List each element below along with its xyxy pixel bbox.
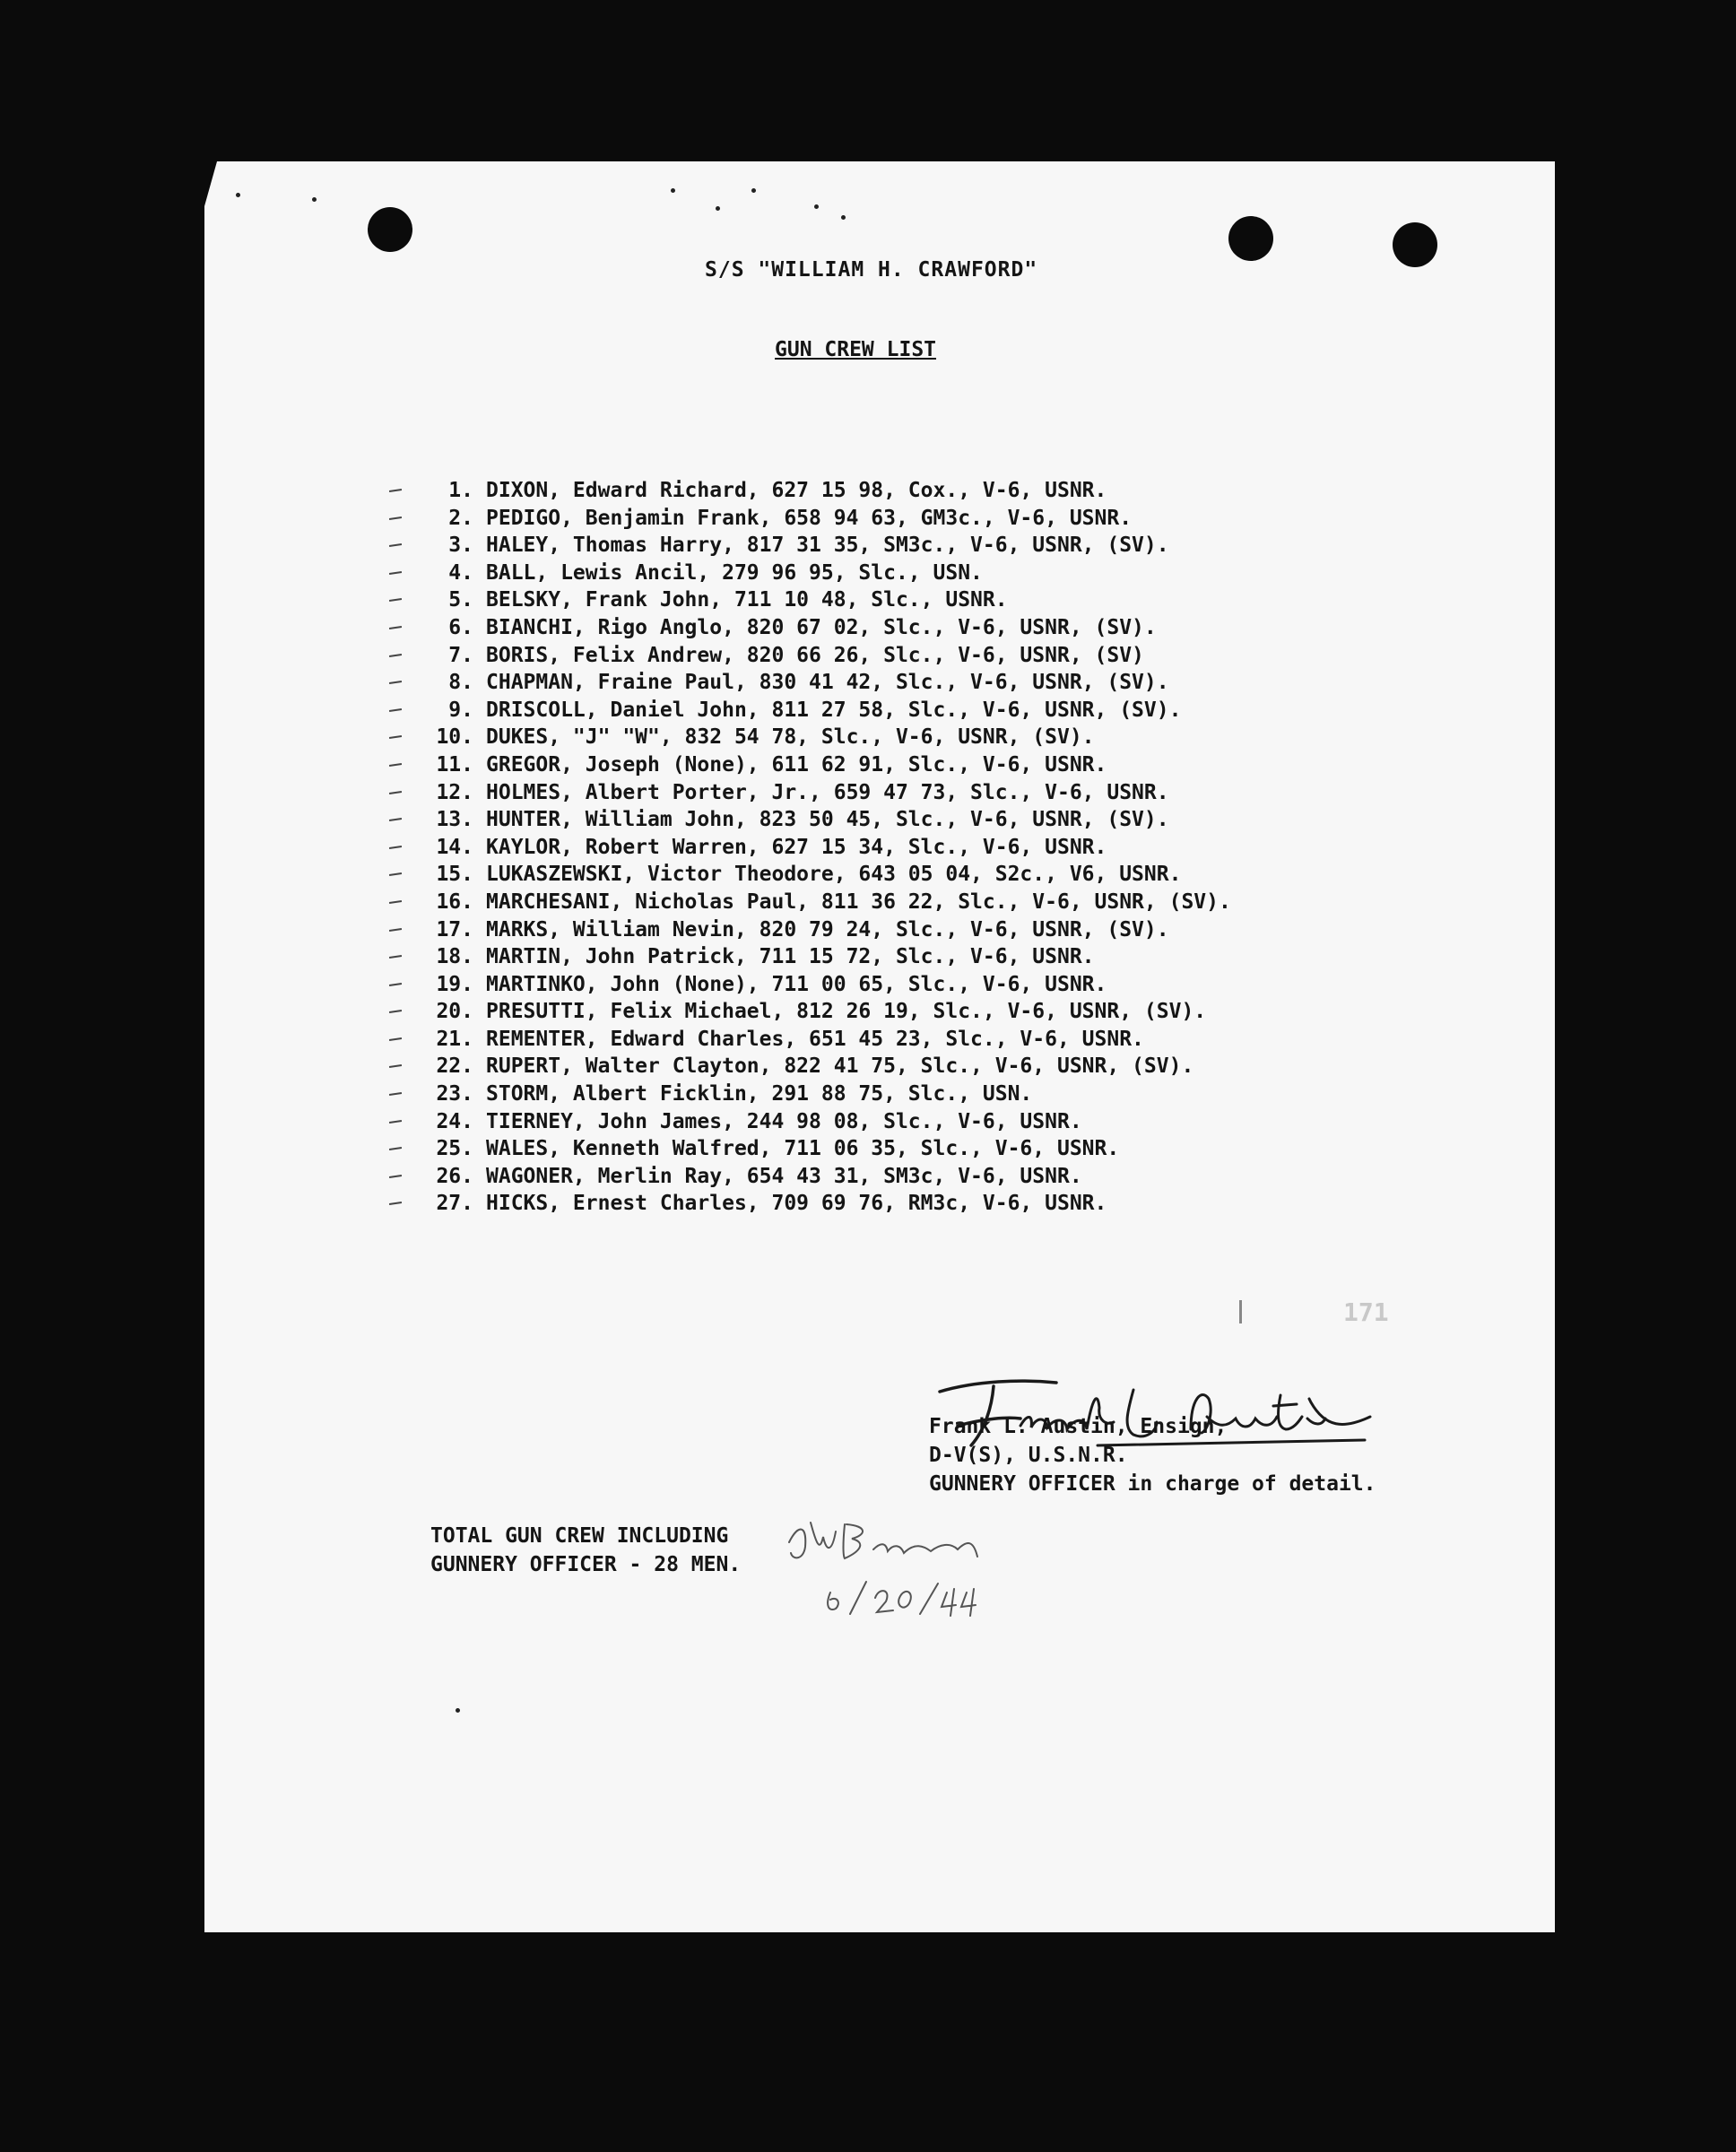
- crew-number: 4.: [448, 560, 473, 585]
- check-tick: [389, 1120, 402, 1124]
- crew-entry: DIXON, Edward Richard, 627 15 98, Cox., V-6, USNR.: [486, 479, 1107, 502]
- check-tick: [389, 489, 402, 492]
- speck: [312, 197, 317, 202]
- crew-entry: PEDIGO, Benjamin Frank, 658 94 63, GM3c., V-6, USNR.: [486, 506, 1133, 530]
- crew-entry: MARTINKO, John (None), 711 00 65, Slc., V-6, USNR.: [486, 972, 1107, 996]
- check-tick: [389, 983, 402, 986]
- officer-name-line: Frank L. Austin, Ensign,: [929, 1415, 1228, 1438]
- torn-corner: [204, 161, 217, 206]
- crew-row: [404, 1080, 1231, 1108]
- page-number-mark: [1239, 1300, 1242, 1323]
- check-tick: [389, 1092, 402, 1096]
- crew-number: 25.: [436, 1137, 473, 1161]
- review-initials-and-date: [780, 1506, 1049, 1623]
- crew-number: 20.: [436, 1000, 473, 1024]
- check-tick: [389, 872, 402, 876]
- officer-block: [929, 1412, 1376, 1498]
- crew-number: 23.: [436, 1082, 473, 1106]
- crew-number: 22.: [436, 1054, 473, 1079]
- crew-row: [404, 477, 1231, 505]
- crew-entry: GREGOR, Joseph (None), 611 62 91, Slc., V-6, USNR.: [486, 752, 1107, 777]
- crew-entry: HUNTER, William John, 823 50 45, Slc., V-6, USNR, (SV).: [486, 808, 1169, 832]
- crew-row: [404, 971, 1231, 999]
- check-tick: [389, 955, 402, 959]
- crew-entry: BALL, Lewis Ancil, 279 96 95, Slc., USN.: [486, 560, 983, 585]
- crew-entry: PRESUTTI, Felix Michael, 812 26 19, Slc., V-6, USNR, (SV).: [486, 1000, 1207, 1024]
- crew-row: [404, 1135, 1231, 1163]
- crew-row: [404, 586, 1231, 614]
- crew-row: [404, 532, 1231, 560]
- crew-row: [404, 724, 1231, 751]
- crew-entry: HICKS, Ernest Charles, 709 69 76, RM3c, V-6, USNR.: [486, 1192, 1107, 1216]
- speck: [814, 204, 819, 209]
- check-tick: [389, 735, 402, 739]
- check-tick: [389, 818, 402, 821]
- crew-entry: RUPERT, Walter Clayton, 822 41 75, Slc., V-6, USNR, (SV).: [486, 1054, 1194, 1079]
- crew-number: 19.: [436, 972, 473, 996]
- check-tick: [389, 708, 402, 712]
- punch-hole: [1228, 216, 1273, 261]
- crew-entry: BELSKY, Frank John, 711 10 48, Slc., USNR.: [486, 588, 1008, 612]
- speck: [751, 188, 756, 193]
- check-tick: [389, 1147, 402, 1150]
- crew-number: 15.: [436, 863, 473, 887]
- ship-title: S/S "WILLIAM H. CRAWFORD": [705, 258, 1038, 282]
- list-title: GUN CREW LIST: [775, 338, 937, 361]
- officer-role-line: GUNNERY OFFICER in charge of detail.: [929, 1472, 1376, 1496]
- check-tick: [389, 571, 402, 575]
- crew-row: [404, 861, 1231, 889]
- crew-entry: WALES, Kenneth Walfred, 711 06 35, Slc., V-6, USNR.: [486, 1137, 1120, 1161]
- punch-hole: [1393, 222, 1437, 267]
- crew-number: 24.: [436, 1109, 473, 1133]
- check-tick: [389, 791, 402, 794]
- crew-number: 8.: [448, 671, 473, 695]
- check-tick: [389, 928, 402, 932]
- crew-row: [404, 560, 1231, 587]
- crew-entry: DRISCOLL, Daniel John, 811 27 58, Slc., V-6, USNR, (SV).: [486, 698, 1182, 722]
- crew-number: 21.: [436, 1027, 473, 1051]
- crew-row: [404, 998, 1231, 1026]
- crew-row: [404, 916, 1231, 944]
- total-line-1: TOTAL GUN CREW INCLUDING: [430, 1524, 729, 1548]
- crew-row: [404, 614, 1231, 642]
- check-tick: [389, 1175, 402, 1178]
- check-tick: [389, 1202, 402, 1205]
- check-tick: [389, 900, 402, 904]
- document-page: [204, 161, 1555, 1932]
- check-tick: [389, 598, 402, 602]
- crew-number: 3.: [448, 534, 473, 558]
- crew-number: 13.: [436, 808, 473, 832]
- crew-number: 17.: [436, 917, 473, 941]
- check-tick: [389, 681, 402, 684]
- check-tick: [389, 626, 402, 629]
- crew-entry: MARTIN, John Patrick, 711 15 72, Slc., V-6, USNR.: [486, 945, 1095, 969]
- page-number: 171: [1343, 1297, 1389, 1327]
- check-tick: [389, 516, 402, 520]
- speck: [841, 215, 846, 220]
- crew-entry: KAYLOR, Robert Warren, 627 15 34, Slc., V-6, USNR.: [486, 835, 1107, 859]
- crew-number: 16.: [436, 889, 473, 914]
- crew-number: 18.: [436, 945, 473, 969]
- crew-number: 26.: [436, 1164, 473, 1188]
- crew-number: 1.: [448, 479, 473, 502]
- crew-number: 6.: [448, 615, 473, 639]
- speck: [716, 206, 720, 211]
- speck: [671, 188, 675, 193]
- crew-row: [404, 889, 1231, 916]
- crew-row: [404, 1026, 1231, 1054]
- crew-row: [404, 1108, 1231, 1136]
- crew-row: [404, 505, 1231, 533]
- crew-row: [404, 1053, 1231, 1080]
- crew-entry: HALEY, Thomas Harry, 817 31 35, SM3c., V-6, USNR, (SV).: [486, 534, 1169, 558]
- crew-row: [404, 751, 1231, 779]
- crew-entry: BIANCHI, Rigo Anglo, 820 67 02, Slc., V-6, USNR, (SV).: [486, 615, 1157, 639]
- crew-number: 11.: [436, 752, 473, 777]
- crew-entry: HOLMES, Albert Porter, Jr., 659 47 73, Slc., V-6, USNR.: [486, 780, 1169, 804]
- crew-number: 9.: [448, 698, 473, 722]
- crew-entry: MARKS, William Nevin, 820 79 24, Slc., V-6, USNR, (SV).: [486, 917, 1169, 941]
- crew-entry: STORM, Albert Ficklin, 291 88 75, Slc., USN.: [486, 1082, 1033, 1106]
- speck: [236, 193, 240, 197]
- crew-row: [404, 697, 1231, 725]
- crew-row: [404, 834, 1231, 862]
- crew-row: [404, 642, 1231, 670]
- crew-number: 12.: [436, 780, 473, 804]
- crew-row: [404, 779, 1231, 807]
- crew-row: [404, 1190, 1231, 1218]
- crew-entry: TIERNEY, John James, 244 98 08, Slc., V-6, USNR.: [486, 1109, 1082, 1133]
- crew-entry: MARCHESANI, Nicholas Paul, 811 36 22, Slc., V-6, USNR, (SV).: [486, 889, 1231, 914]
- crew-entry: BORIS, Felix Andrew, 820 66 26, Slc., V-6, USNR, (SV): [486, 643, 1144, 667]
- crew-row: [404, 806, 1231, 834]
- crew-number: 14.: [436, 835, 473, 859]
- check-tick: [389, 763, 402, 767]
- crew-list: [404, 477, 1231, 1218]
- crew-number: 2.: [448, 506, 473, 530]
- check-tick: [389, 543, 402, 547]
- officer-rank-line: D-V(S), U.S.N.R.: [929, 1444, 1128, 1467]
- crew-entry: WAGONER, Merlin Ray, 654 43 31, SM3c, V-6, USNR.: [486, 1164, 1082, 1188]
- crew-row: [404, 1163, 1231, 1191]
- crew-entry: LUKASZEWSKI, Victor Theodore, 643 05 04, S2c., V6, USNR.: [486, 863, 1182, 887]
- check-tick: [389, 654, 402, 657]
- punch-hole: [368, 207, 412, 252]
- crew-entry: DUKES, "J" "W", 832 54 78, Slc., V-6, USNR, (SV).: [486, 725, 1095, 750]
- speck: [456, 1708, 460, 1713]
- check-tick: [389, 1037, 402, 1041]
- crew-entry: CHAPMAN, Fraine Paul, 830 41 42, Slc., V-6, USNR, (SV).: [486, 671, 1169, 695]
- crew-number: 7.: [448, 643, 473, 667]
- crew-number: 27.: [436, 1192, 473, 1216]
- crew-entry: REMENTER, Edward Charles, 651 45 23, Slc., V-6, USNR.: [486, 1027, 1144, 1051]
- total-crew-block: [430, 1522, 741, 1579]
- check-tick: [389, 846, 402, 849]
- crew-number: 5.: [448, 588, 473, 612]
- check-tick: [389, 1010, 402, 1013]
- total-line-2: GUNNERY OFFICER - 28 MEN.: [430, 1553, 742, 1576]
- check-tick: [389, 1065, 402, 1069]
- crew-row: [404, 669, 1231, 697]
- crew-row: [404, 943, 1231, 971]
- crew-number: 10.: [436, 725, 473, 750]
